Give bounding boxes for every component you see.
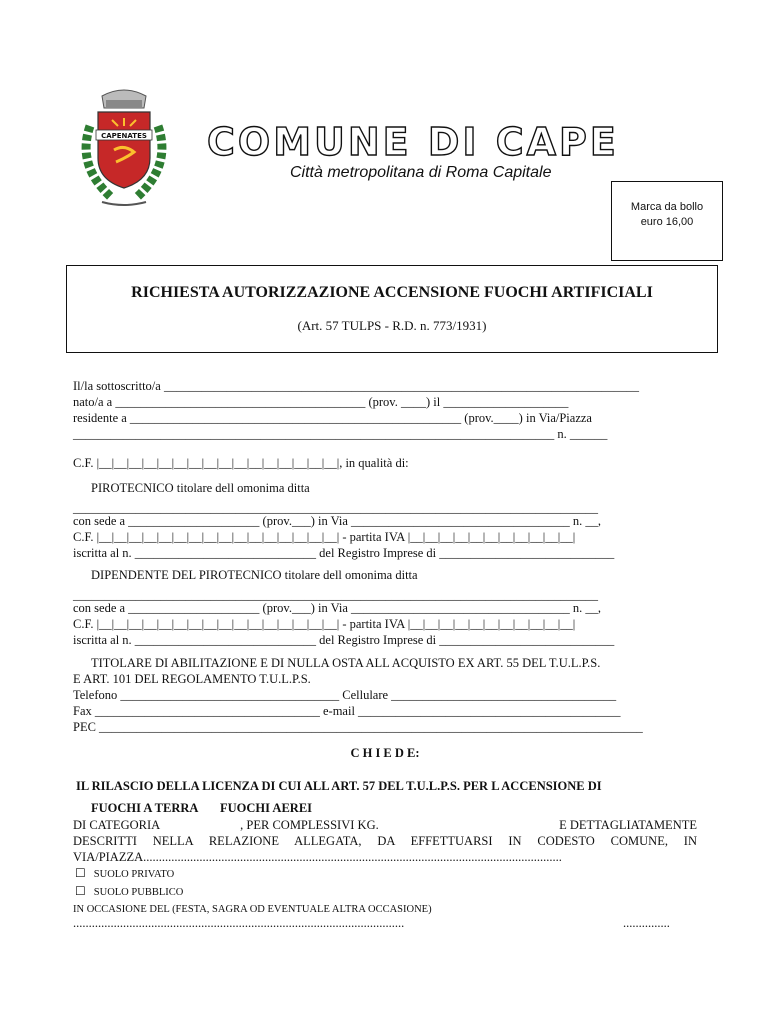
fax-field[interactable]: Fax ____________________________________ e-mail __________________________________________	[73, 704, 621, 718]
categoria-row	[73, 818, 697, 833]
categoria-label: DI CATEGORIA	[73, 818, 161, 832]
marca-da-bollo-box	[611, 181, 723, 261]
cf-field[interactable]: C.F. |__|__|__|__|__|__|__|__|__|__|__|__|__|__|__|__|, in qualità di:	[73, 456, 409, 470]
titolare-option[interactable]: TITOLARE DI ABILITAZIONE E DI NULLA OSTA ALL ACQUISTO EX ART. 55 DEL T.U.L.P.S.	[91, 656, 601, 670]
ditta-field-2[interactable]: ____________________________________________________________________________________	[73, 588, 598, 602]
via-piazza-field[interactable]: VIA/PIAZZA......................................................................................................................................	[73, 850, 562, 864]
descritti-text: DESCRITTI NELLA RELAZIONE ALLEGATA, DA EFFETTUARSI IN CODESTO COMUNE, IN	[73, 834, 697, 848]
occasione-field-right[interactable]: ...............	[623, 916, 670, 930]
document-title: RICHIESTA AUTORIZZAZIONE ACCENSIONE FUOCHI ARTIFICIALI	[131, 284, 653, 301]
document-subtitle: (Art. 57 TULPS - R.D. n. 773/1931)	[297, 318, 487, 333]
fuochi-options	[91, 801, 312, 816]
nato-field[interactable]: nato/a a ________________________________________ (prov. ____) il ____________________	[73, 395, 569, 409]
ditta-field[interactable]: ____________________________________________________________________________________	[73, 501, 598, 515]
checkbox-icon[interactable]: ☐	[75, 866, 86, 880]
dipendente-option[interactable]: DIPENDENTE DEL PIROTECNICO titolare dell omonima ditta	[91, 568, 418, 582]
occasione-label: IN OCCASIONE DEL (FESTA, SAGRA OD EVENTUALE ALTRA OCCASIONE)	[73, 904, 432, 915]
fuochi-aerei-option[interactable]: FUOCHI AEREI	[220, 801, 313, 815]
suolo-privato-option[interactable]	[75, 866, 174, 882]
fuochi-terra-option[interactable]: FUOCHI A TERRA	[91, 801, 198, 815]
suolo-pubblico-option[interactable]	[75, 884, 183, 900]
pirotecnico-option[interactable]: PIROTECNICO titolare dell omonima ditta	[91, 481, 310, 495]
pec-field[interactable]: PEC _______________________________________________________________________________________	[73, 720, 643, 734]
rilascio-text: IL RILASCIO DELLA LICENZA DI CUI ALL ART. 57 DEL T.U.L.P.S. PER L ACCENSIONE DI	[76, 779, 602, 793]
crest-label: CAPENATES	[101, 132, 147, 140]
residente-field[interactable]: residente a _____________________________________________________ (prov.____) in Via/Piazza	[73, 411, 592, 425]
bollo-line-1: Marca da bollo	[630, 201, 704, 213]
sottoscritto-field[interactable]: Il/la sottoscritto/a ____________________________________________________________________________	[73, 379, 639, 393]
cf-piva-field[interactable]: C.F. |__|__|__|__|__|__|__|__|__|__|__|__|__|__|__|__| - partita IVA |__|__|__|__|__|__|__|__|__|__|__|	[73, 530, 576, 544]
sede-field[interactable]: con sede a _____________________ (prov.___) in Via ___________________________________ n. __,	[73, 514, 602, 528]
cf-piva-field-2[interactable]: C.F. |__|__|__|__|__|__|__|__|__|__|__|__|__|__|__|__| - partita IVA |__|__|__|__|__|__|__|__|__|__|__|	[73, 617, 576, 631]
suolo-pubblico-label: SUOLO PUBBLICO	[93, 887, 184, 898]
occasione-field[interactable]: ..........................................................................................................	[73, 916, 405, 930]
indirizzo-field[interactable]: _____________________________________________________________________________ n. ______	[73, 427, 608, 441]
comune-subtitle: Città metropolitana di Roma Capitale	[290, 164, 552, 181]
complessivi-label: , PER COMPLESSIVI KG.	[240, 818, 379, 832]
categoria-input[interactable]	[160, 818, 240, 833]
chiede-heading: C H I E D E:	[350, 746, 420, 760]
comune-title: COMUNE DI CAPE	[207, 120, 619, 164]
suolo-privato-label: SUOLO PRIVATO	[93, 869, 175, 880]
checkbox-icon[interactable]: ☐	[75, 884, 86, 898]
comune-crest-logo	[72, 86, 176, 212]
dettagliatamente-label: E DETTAGLIATAMENTE	[559, 818, 697, 832]
iscritta-field-2[interactable]: iscritta al n. _____________________________ del Registro Imprese di ____________________________	[73, 633, 615, 647]
bollo-line-2: euro 16,00	[640, 216, 694, 228]
heading-box	[66, 265, 718, 353]
iscritta-field[interactable]: iscritta al n. _____________________________ del Registro Imprese di ____________________________	[73, 546, 615, 560]
telefono-field[interactable]: Telefono ___________________________________ Cellulare ____________________________________	[73, 688, 617, 702]
sede-field-2[interactable]: con sede a _____________________ (prov.___) in Via ___________________________________ n. __,	[73, 601, 602, 615]
regolamento-text: E ART. 101 DEL REGOLAMENTO T.U.L.P.S.	[73, 672, 311, 686]
